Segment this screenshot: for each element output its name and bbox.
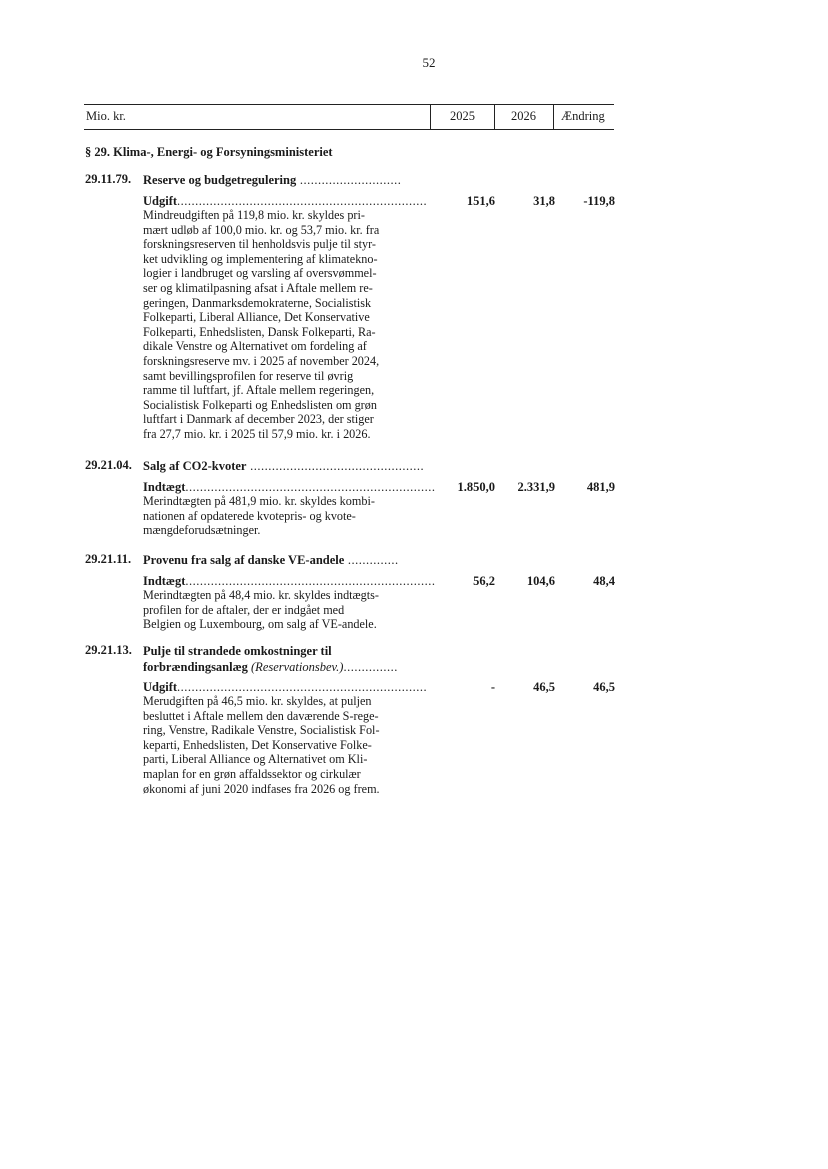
section-kind: Udgift..................................................................... xyxy=(143,194,428,208)
section-description: Merudgiften på 46,5 mio. kr. skyldes, at puljen besluttet i Aftale mellem den daværende S-rege- ring, Venstre, Radikale Venstre, Socialistisk Fol- keparti, Enhedslisten, Det Konservative Folke- parti, Liberal Alliance og Alternativet om Kli- maplan for en grøn affaldssektor og cirkulær økonomi af juni 2020 indfases fra 2026 og frem. xyxy=(143,694,380,796)
value-2026: 31,8 xyxy=(533,194,555,208)
budget-section xyxy=(85,552,625,632)
section-title: Provenu fra salg af danske VE-andele .............. xyxy=(143,553,399,567)
section-description: Merindtægten på 481,9 mio. kr. skyldes kombi- nationen af opdaterede kvotepris- og kvote- mængdeforudsætninger. xyxy=(143,494,375,538)
value-2025: - xyxy=(490,680,495,694)
column-divider xyxy=(553,105,554,129)
section-title: Reserve og budgetregulering ............................ xyxy=(143,173,402,187)
value-change: 48,4 xyxy=(593,574,615,588)
value-2026: 104,6 xyxy=(526,574,555,588)
section-description: Mindreudgiften på 119,8 mio. kr. skyldes pri- mært udløb af 100,0 mio. kr. og 53,7 mio. kr. fra forskningsreserven til henholdsvis pulje til styr- ket udvikling og implementering af klimatekno- logier i landbruget og varsling af oversvømmel- ser og klimatilpasning afsat i Aftale mellem re- geringen, Danmarksdemokraterne, Socialistisk Folkeparti, Liberal Alliance, Det Konservative Folkeparti, Enhedslisten, Dansk Folkeparti, Ra- dikale Venstre og Alternativet om fordeling af forskningsreserve mv. i 2025 af november 2024, samt bevillingsprofilen for reserve til øvrig ramme til luftfart, jf. Aftale mellem regeringen, Socialistisk Folkeparti og Enhedslisten om grøn luftfart i Danmark af december 2023, der stiger fra 27,7 mio. kr. i 2025 til 57,9 mio. kr. i 2026. xyxy=(143,208,380,441)
budget-section xyxy=(85,643,625,803)
value-change: 481,9 xyxy=(586,480,615,494)
value-2026: 2.331,9 xyxy=(517,480,555,494)
column-header-change: Ændring xyxy=(561,109,605,123)
section-code: 29.21.04. xyxy=(85,458,132,472)
value-2026: 46,5 xyxy=(533,680,555,694)
page-number: 52 xyxy=(422,55,436,70)
column-divider xyxy=(430,105,431,129)
table-header xyxy=(84,104,614,130)
section-title: Pulje til strandede omkostninger til forbrændingsanlæg (Reservationsbev.)............... xyxy=(143,644,398,674)
section-description: Merindtægten på 48,4 mio. kr. skyldes indtægts- profilen for de aftaler, der er indgået med Belgien og Luxembourg, om salg af VE-andele. xyxy=(143,588,379,632)
section-kind: Indtægt..................................................................... xyxy=(143,480,436,494)
budget-section xyxy=(85,458,625,538)
value-2025: 1.850,0 xyxy=(457,480,495,494)
column-header-2026: 2026 xyxy=(511,109,536,123)
unit-label: Mio. kr. xyxy=(86,109,126,123)
section-kind: Udgift..................................................................... xyxy=(143,680,428,694)
column-divider xyxy=(494,105,495,129)
section-code: 29.11.79. xyxy=(85,172,132,186)
value-change: 46,5 xyxy=(593,680,615,694)
section-code: 29.21.13. xyxy=(85,643,132,657)
value-2025: 56,2 xyxy=(473,574,495,588)
budget-section xyxy=(85,172,625,452)
section-code: 29.21.11. xyxy=(85,552,132,566)
section-kind: Indtægt..................................................................... xyxy=(143,574,436,588)
value-2025: 151,6 xyxy=(466,194,495,208)
column-header-2025: 2025 xyxy=(450,109,475,123)
section-title: Salg af CO2-kvoter ................................................ xyxy=(143,459,425,473)
ministry-heading: § 29. Klima-, Energi- og Forsyningsministeriet xyxy=(85,145,333,159)
value-change: -119,8 xyxy=(583,194,615,208)
